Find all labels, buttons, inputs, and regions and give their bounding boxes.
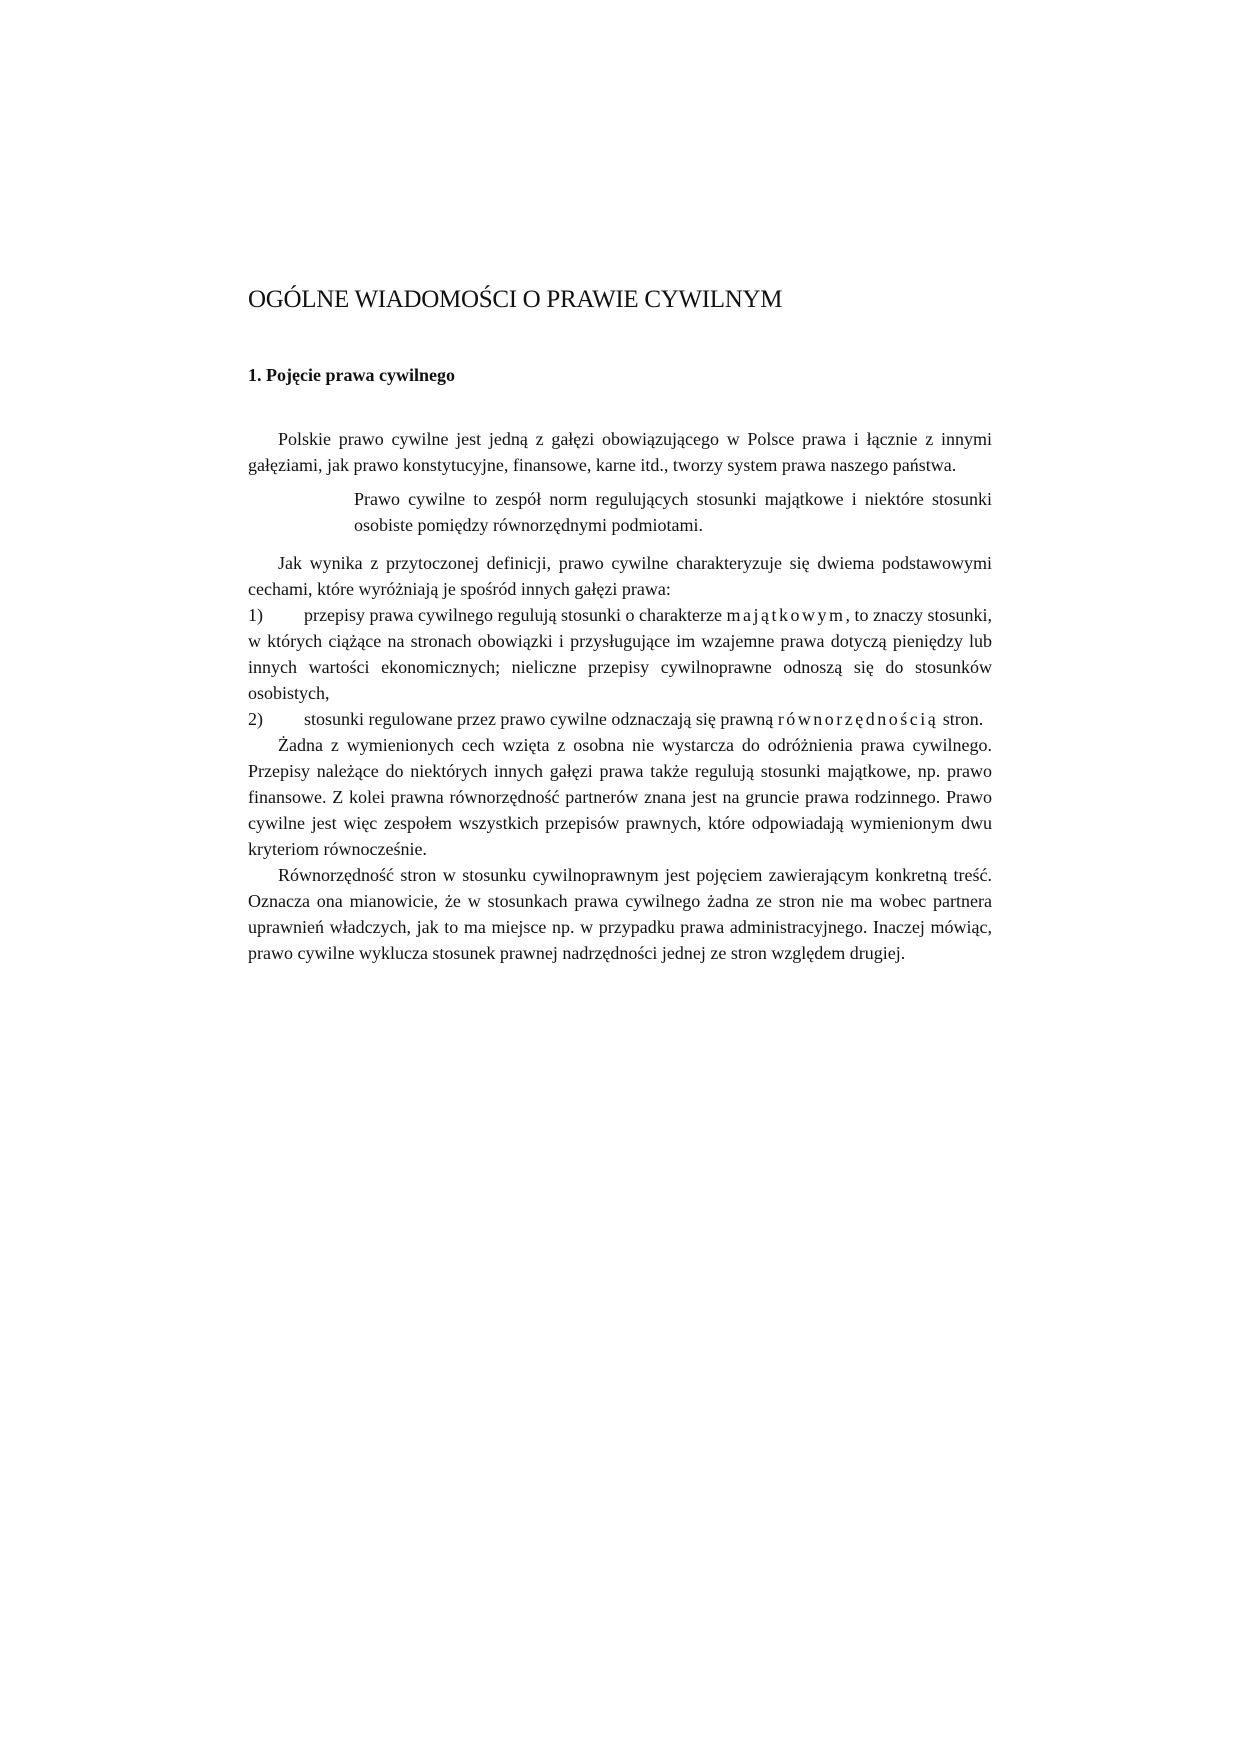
list-item-2 (248, 706, 992, 732)
paragraph-features-intro: Jak wynika z przytoczonej definicji, prawo cywilne charakteryzuje się dwiema podstawowymi cechami, które wyróżniają je spośród innych gałęzi prawa: (248, 553, 992, 599)
list-item-text: stosunki regulowane przez prawo cywilne odznaczają się prawną (304, 709, 774, 729)
list-item-text-after: stron. (938, 709, 984, 729)
definition-block: Prawo cywilne to zespół norm regulujących stosunki majątkowe i niektóre stosunki osobiste pomiędzy równorzędnymi podmiotami. (354, 489, 992, 535)
list-item-number: 2) (248, 709, 263, 729)
list-item-emphasis: równorzędnością (777, 709, 939, 729)
section-heading: 1. Pojęcie prawa cywilnego (248, 365, 455, 385)
list-item-emphasis: majątkowym (726, 605, 846, 625)
document-title: OGÓLNE WIADOMOŚCI O PRAWIE CYWILNYM (248, 286, 783, 313)
document-body (248, 280, 992, 966)
paragraph-intro: Polskie prawo cywilne jest jedną z gałęzi obowiązującego w Polsce prawa i łącznie z innymi gałęziami, jak prawo konstytucyjne, finansowe, karne itd., tworzy system prawa naszego państwa. (248, 429, 992, 475)
list-item-text: przepisy prawa cywilnego regulują stosunki o charakterze (304, 605, 722, 625)
list-item-text-after: , to znaczy stosunki, w których ciążące na stronach obowiązki i przysługujące im wzajemne prawa dotyczą pieniędzy lub innych wartości ekonomicznych; nieliczne przepisy cywilnoprawne odnoszą się do stosunków osobistych, (248, 605, 992, 703)
list-item-1 (248, 602, 992, 706)
paragraph-equality: Równorzędność stron w stosunku cywilnoprawnym jest pojęciem zawierającym konkretną treść. Oznacza ona mianowicie, że w stosunkach prawa cywilnego żadna ze stron nie ma wobec partnera uprawnień władczych, jak to ma miejsce np. w przypadku prawa administracyjnego. Inaczej mówiąc, prawo cywilne wyklucza stosunek prawnej nadrzędności jednej ze stron względem drugiej. (248, 865, 992, 963)
paragraph-distinction: Żadna z wymienionych cech wzięta z osobna nie wystarcza do odróżnienia prawa cywilnego. Przepisy należące do niektórych innych gałęzi prawa także regulują stosunki majątkowe, np. prawo finansowe. Z kolei prawna równorzędność partnerów znana jest na gruncie prawa rodzinnego. Prawo cywilne jest więc zespołem wszystkich przepisów prawnych, które odpowiadają wymienionym dwu kryteriom równocześnie. (248, 735, 992, 859)
list-item-number: 1) (248, 605, 263, 625)
